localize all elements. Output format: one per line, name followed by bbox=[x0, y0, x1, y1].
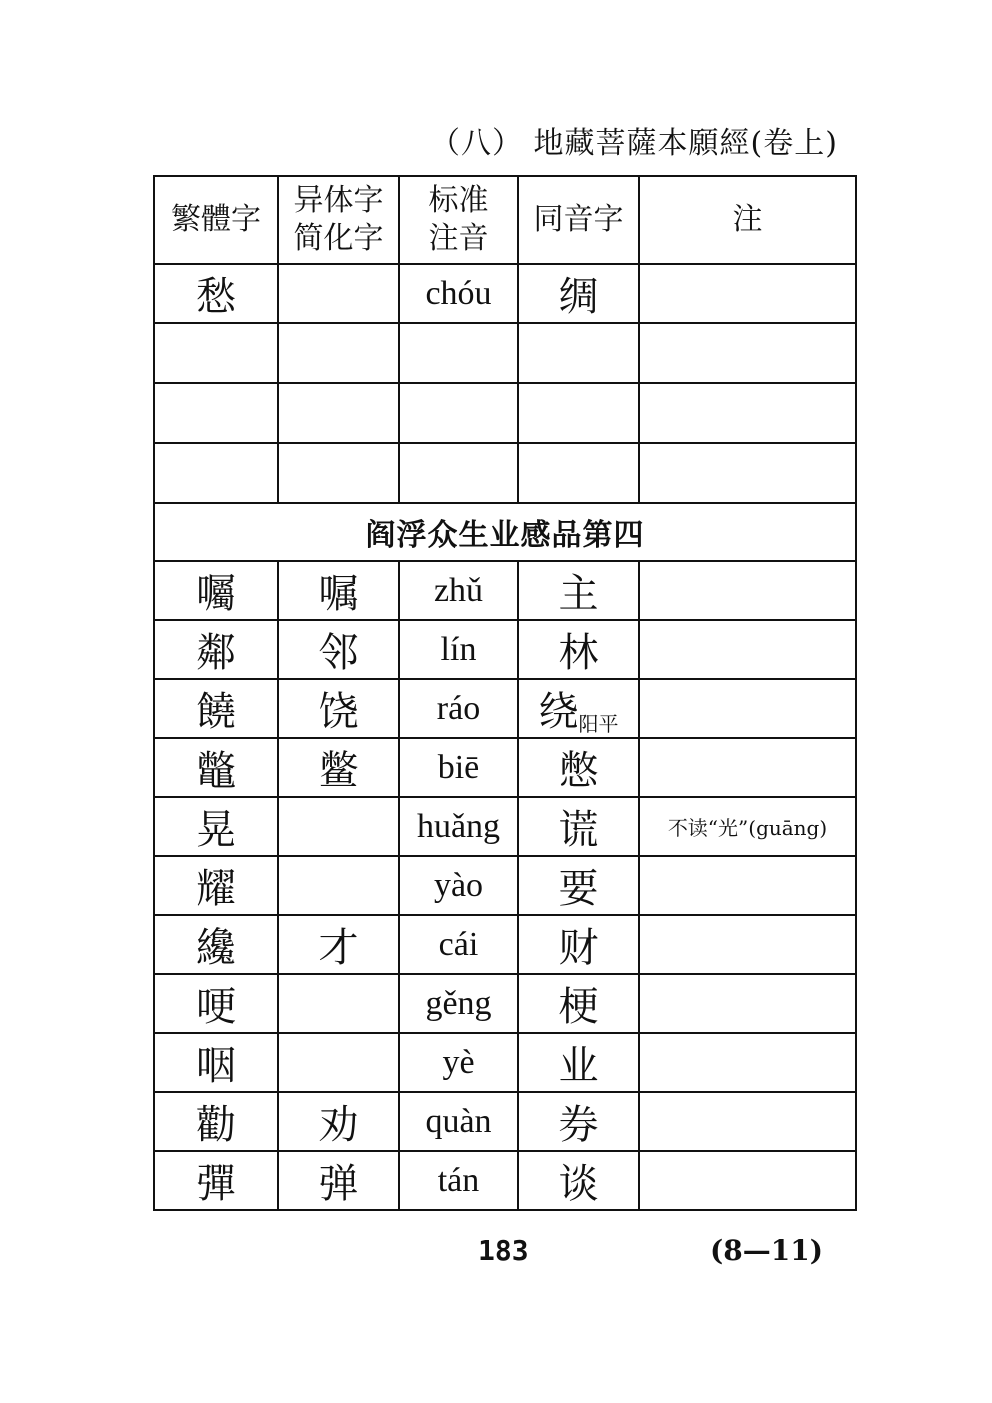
table-row bbox=[154, 1092, 856, 1151]
homophone-cell-text: 绕 bbox=[538, 689, 579, 735]
note-cell bbox=[639, 1151, 856, 1210]
character-table bbox=[153, 175, 857, 1211]
homophone-cell bbox=[518, 738, 639, 797]
homophone-cell bbox=[518, 797, 639, 856]
header-homophone bbox=[518, 176, 639, 264]
traditional-char-cell bbox=[154, 856, 278, 915]
pinyin-cell bbox=[399, 738, 518, 797]
table-header-row bbox=[154, 176, 856, 264]
pinyin-cell-text: ráo bbox=[436, 689, 481, 727]
homophone-cell bbox=[518, 383, 639, 443]
page-header-title: （八） 地藏菩薩本願經(卷上) bbox=[430, 126, 838, 161]
pinyin-cell-text: zhǔ bbox=[433, 571, 484, 609]
note-cell bbox=[639, 620, 856, 679]
simplified-char-cell bbox=[278, 974, 399, 1033]
table-row bbox=[154, 1033, 856, 1092]
traditional-char-cell-text: 鼈 bbox=[196, 748, 236, 794]
table-row bbox=[154, 738, 856, 797]
traditional-char-cell-text: 愁 bbox=[196, 274, 236, 320]
pinyin-cell bbox=[399, 383, 518, 443]
pinyin-cell-text: cái bbox=[438, 925, 479, 963]
table-row bbox=[154, 620, 856, 679]
note-cell bbox=[639, 797, 856, 856]
pinyin-cell bbox=[399, 264, 518, 323]
header-note-label: 注 bbox=[732, 202, 763, 237]
traditional-char-cell bbox=[154, 264, 278, 323]
traditional-char-cell-text: 饒 bbox=[196, 689, 236, 735]
homophone-cell-text: 主 bbox=[558, 571, 599, 617]
traditional-char-cell bbox=[154, 1033, 278, 1092]
traditional-char-cell bbox=[154, 561, 278, 620]
homophone-cell-text: 要 bbox=[558, 866, 599, 912]
simplified-char-cell bbox=[278, 323, 399, 383]
header-note bbox=[639, 176, 856, 264]
traditional-char-cell bbox=[154, 620, 278, 679]
traditional-char-cell-text: 哽 bbox=[196, 984, 236, 1030]
pinyin-cell bbox=[399, 1033, 518, 1092]
table-row bbox=[154, 915, 856, 974]
traditional-char-cell bbox=[154, 974, 278, 1033]
simplified-char-cell bbox=[278, 738, 399, 797]
traditional-char-cell-text: 耀 bbox=[196, 866, 236, 912]
pinyin-cell-text: biē bbox=[437, 748, 480, 786]
pinyin-cell bbox=[399, 679, 518, 738]
traditional-char-cell bbox=[154, 679, 278, 738]
pinyin-cell-text: lín bbox=[440, 630, 477, 668]
section-title: 阎浮众生业感品第四 bbox=[154, 503, 856, 561]
note-cell bbox=[639, 383, 856, 443]
pinyin-cell bbox=[399, 856, 518, 915]
homophone-cell bbox=[518, 679, 639, 738]
traditional-char-cell bbox=[154, 1092, 278, 1151]
pinyin-cell bbox=[399, 797, 518, 856]
note-cell bbox=[639, 738, 856, 797]
traditional-char-cell bbox=[154, 323, 278, 383]
table-row bbox=[154, 974, 856, 1033]
traditional-char-cell-text: 晃 bbox=[196, 807, 236, 853]
simplified-char-cell bbox=[278, 1033, 399, 1092]
simplified-char-cell bbox=[278, 561, 399, 620]
simplified-char-cell bbox=[278, 856, 399, 915]
table-row bbox=[154, 797, 856, 856]
homophone-cell bbox=[518, 856, 639, 915]
header-pinyin-label: 注音 bbox=[428, 221, 489, 256]
pinyin-cell-text: gěng bbox=[425, 984, 492, 1022]
table-row bbox=[154, 1151, 856, 1210]
traditional-char-cell-text: 纔 bbox=[196, 925, 236, 971]
homophone-cell-text: 绸 bbox=[558, 274, 599, 320]
pinyin-cell-text: yè bbox=[442, 1043, 475, 1081]
simplified-char-cell-text: 邻 bbox=[318, 630, 359, 676]
note-cell bbox=[639, 1033, 856, 1092]
section-row bbox=[154, 503, 856, 561]
header-standard-pinyin bbox=[399, 176, 518, 264]
traditional-char-cell bbox=[154, 797, 278, 856]
homophone-cell-text: 梗 bbox=[558, 984, 599, 1030]
pinyin-cell-text: chóu bbox=[425, 274, 492, 312]
homophone-cell-text: 券 bbox=[558, 1102, 599, 1148]
page-code: (8—11) bbox=[710, 1234, 823, 1267]
homophone-cell bbox=[518, 974, 639, 1033]
tone-note: 阳平 bbox=[578, 712, 619, 736]
simplified-char-cell-text: 弹 bbox=[318, 1161, 359, 1207]
header-homophone-label: 同音字 bbox=[533, 202, 624, 237]
note-cell-text: 不读“光”(guāng) bbox=[667, 816, 828, 840]
traditional-char-cell bbox=[154, 1151, 278, 1210]
pinyin-cell bbox=[399, 561, 518, 620]
pinyin-cell bbox=[399, 620, 518, 679]
header-variant-simplified bbox=[278, 176, 399, 264]
table-row bbox=[154, 264, 856, 323]
traditional-char-cell bbox=[154, 443, 278, 503]
pinyin-cell-text: quàn bbox=[425, 1102, 492, 1140]
note-cell bbox=[639, 915, 856, 974]
table-row bbox=[154, 856, 856, 915]
traditional-char-cell bbox=[154, 738, 278, 797]
simplified-char-cell-text: 嘱 bbox=[318, 571, 359, 617]
note-cell bbox=[639, 323, 856, 383]
traditional-char-cell bbox=[154, 383, 278, 443]
simplified-char-cell bbox=[278, 679, 399, 738]
simplified-char-cell-text: 饶 bbox=[318, 689, 359, 735]
homophone-cell bbox=[518, 620, 639, 679]
traditional-char-cell-text: 勸 bbox=[196, 1102, 236, 1148]
header-traditional bbox=[154, 176, 278, 264]
homophone-cell-text: 憋 bbox=[558, 748, 599, 794]
table-row bbox=[154, 561, 856, 620]
pinyin-cell bbox=[399, 974, 518, 1033]
homophone-cell-text: 谎 bbox=[558, 807, 599, 853]
table-row bbox=[154, 323, 856, 383]
traditional-char-cell bbox=[154, 915, 278, 974]
note-cell bbox=[639, 1092, 856, 1151]
simplified-char-cell bbox=[278, 1092, 399, 1151]
traditional-char-cell-text: 彈 bbox=[196, 1161, 236, 1207]
homophone-cell-text: 林 bbox=[558, 630, 599, 676]
header-standard-label: 标准 bbox=[428, 183, 489, 218]
pinyin-cell bbox=[399, 323, 518, 383]
simplified-char-cell bbox=[278, 383, 399, 443]
homophone-cell bbox=[518, 1151, 639, 1210]
pinyin-cell bbox=[399, 1151, 518, 1210]
simplified-char-cell bbox=[278, 1151, 399, 1210]
pinyin-cell-text: tán bbox=[437, 1161, 480, 1199]
homophone-cell bbox=[518, 443, 639, 503]
homophone-cell bbox=[518, 915, 639, 974]
table-row bbox=[154, 443, 856, 503]
simplified-char-cell bbox=[278, 264, 399, 323]
traditional-char-cell-text: 鄰 bbox=[196, 630, 236, 676]
note-cell bbox=[639, 974, 856, 1033]
pinyin-cell bbox=[399, 443, 518, 503]
homophone-cell bbox=[518, 1092, 639, 1151]
simplified-char-cell bbox=[278, 620, 399, 679]
homophone-cell-text: 业 bbox=[558, 1043, 599, 1089]
homophone-cell bbox=[518, 561, 639, 620]
table-row bbox=[154, 383, 856, 443]
pinyin-cell-text: yào bbox=[433, 866, 484, 904]
header-variant-label: 异体字 bbox=[293, 183, 384, 218]
homophone-cell-text: 财 bbox=[558, 925, 599, 971]
simplified-char-cell bbox=[278, 797, 399, 856]
header-simplified-label: 简化字 bbox=[293, 221, 384, 256]
pinyin-cell bbox=[399, 1092, 518, 1151]
note-cell bbox=[639, 561, 856, 620]
note-cell bbox=[639, 264, 856, 323]
homophone-cell bbox=[518, 1033, 639, 1092]
pinyin-cell bbox=[399, 915, 518, 974]
homophone-cell-text: 谈 bbox=[558, 1161, 599, 1207]
table-row bbox=[154, 679, 856, 738]
header-traditional-label: 繁體字 bbox=[171, 202, 261, 237]
traditional-char-cell-text: 咽 bbox=[196, 1043, 236, 1089]
note-cell bbox=[639, 679, 856, 738]
traditional-char-cell-text: 囑 bbox=[196, 571, 236, 617]
homophone-cell bbox=[518, 323, 639, 383]
simplified-char-cell bbox=[278, 915, 399, 974]
note-cell bbox=[639, 443, 856, 503]
page-number: 183 bbox=[478, 1234, 529, 1267]
simplified-char-cell-text: 才 bbox=[318, 925, 359, 971]
simplified-char-cell bbox=[278, 443, 399, 503]
simplified-char-cell-text: 鳖 bbox=[318, 748, 359, 794]
homophone-cell bbox=[518, 264, 639, 323]
simplified-char-cell-text: 劝 bbox=[318, 1102, 359, 1148]
note-cell bbox=[639, 856, 856, 915]
pinyin-cell-text: huǎng bbox=[416, 807, 501, 845]
